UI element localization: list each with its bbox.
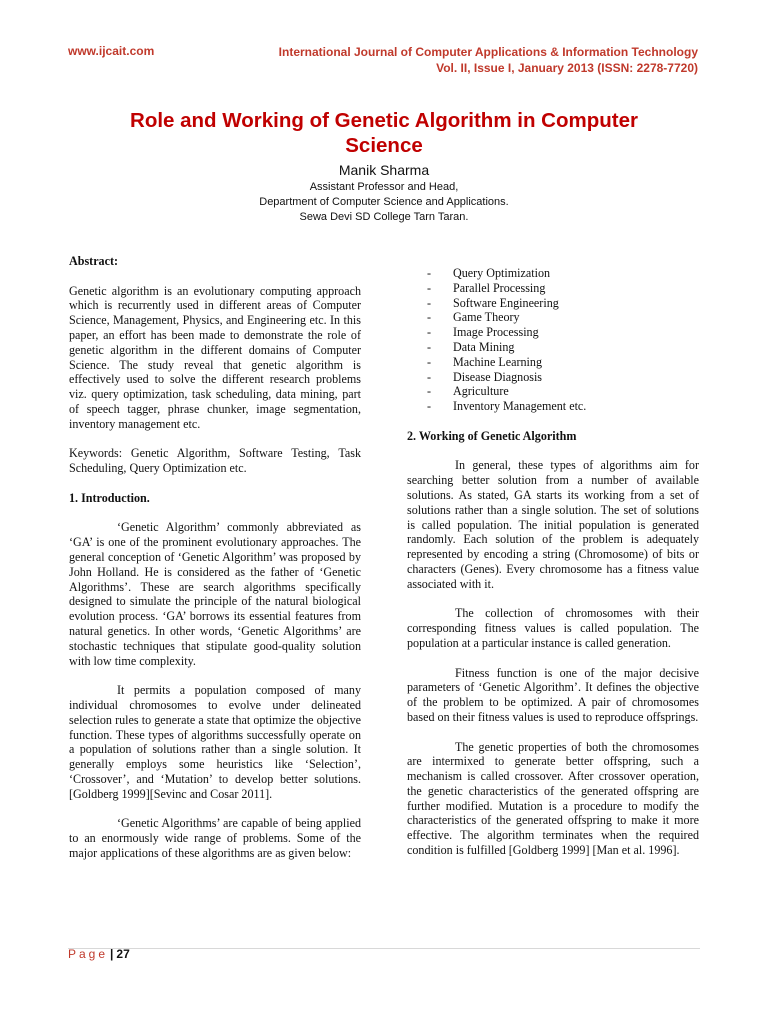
working-paragraph-2: The collection of chromosomes with their corresponding fitness values is called population. The population at a particular instance is called generation.: [407, 606, 699, 650]
page-footer: [68, 947, 130, 961]
introduction-heading: 1. Introduction.: [69, 490, 150, 505]
abstract-text: Genetic algorithm is an evolutionary computing approach which is recurrently used in different areas of Computer Science, Management, Physics, and Engineering etc. In this paper, an effort has been made to demonstrate the role of genetic algorithm in the different domains of Computer Science. The study reveal that genetic algorithm is effectively used to solve the different research problems viz. query optimization, task scheduling, data mining, part of speech tagger, phrase chunker, image segmentation, inventory management etc.: [69, 283, 361, 431]
journal-header: [279, 44, 698, 76]
list-item: - Software Engineering: [407, 296, 699, 311]
right-column: [407, 266, 699, 858]
applications-list: [407, 266, 699, 414]
affiliation-line1: Assistant Professor and Head,: [309, 181, 459, 193]
list-item: - Game Theory: [407, 310, 699, 325]
list-item: - Parallel Processing: [407, 281, 699, 296]
page-number: 27: [116, 947, 130, 961]
affiliation-line2: Department of Computer Science and Applications.: [259, 196, 509, 208]
list-item: - Data Mining: [407, 340, 699, 355]
working-heading: 2. Working of Genetic Algorithm: [407, 428, 577, 443]
list-item: - Inventory Management etc.: [407, 399, 699, 414]
left-column: [69, 254, 361, 861]
footer-divider: [68, 948, 700, 949]
working-paragraph-1: In general, these types of algorithms aim for searching better solution from a number of available solutions. As stated, GA starts its working from a set of solutions rather than a single solution. The set of solutions is called population. The initial population is generated randomly. Each solution of the problem is adequately represented by encoding a string (Chromosome) of bits or characters (Genes). Every chromosome has a fitness value associated with it.: [407, 458, 699, 591]
keywords: Keywords: Genetic Algorithm, Software Testing, Task Scheduling, Query Optimization etc.: [69, 446, 361, 476]
list-item: - Disease Diagnosis: [407, 370, 699, 385]
abstract-heading: Abstract:: [69, 254, 119, 268]
list-item: - Agriculture: [407, 384, 699, 399]
paper-title-line1: Role and Working of Genetic Algorithm in Computer: [130, 109, 638, 132]
affiliation-line3: Sewa Devi SD College Tarn Taran.: [299, 211, 469, 223]
working-paragraph-4: The genetic properties of both the chromosomes are intermixed to generate better offspring, such a mechanism is called crossover. After crossover operation, the genetic characteristics of the generated offspring are further modified. Mutation is a procedure to modify the characteristics of the generated offspring to make it more effective. The algorithm terminates when the required condition is fulfilled [Goldberg 1999] [Man et al. 1996].: [407, 739, 699, 858]
list-item: - Image Processing: [407, 325, 699, 340]
journal-name: International Journal of Computer Applications & Information Technology: [278, 45, 698, 59]
journal-website: www.ijcait.com: [68, 44, 155, 58]
paper-title-line2: Science: [345, 134, 423, 157]
list-item: - Query Optimization: [407, 266, 699, 281]
author-name: Manik Sharma: [338, 162, 430, 178]
introduction-paragraph-3: ‘Genetic Algorithms’ are capable of being applied to an enormously wide range of problems. Some of the major applications of these algorithms are as given below:: [69, 816, 361, 860]
introduction-paragraph-1: ‘Genetic Algorithm’ commonly abbreviated as ‘GA’ is one of the prominent evolutionary approaches. The general conception of ‘Genetic Algorithm’ was proposed by John Holland. He is considered as the father of ‘Genetic Algorithms’. These are search algorithms specifically designed to simulate the principle of the natural biological evolution process. ‘GA’ borrows its essential features from natural genetics. In other words, ‘Genetic Algorithms’ are stochastic techniques that stipulate good-quality solution with low time complexity.: [69, 520, 361, 668]
working-paragraph-3: Fitness function is one of the major decisive parameters of ‘Genetic Algorithm’. It defines the objective of the problem to be optimized. A pair of chromosomes based on their fitness values is used to reproduce offsprings.: [407, 665, 699, 724]
page-separator: |: [110, 947, 114, 961]
journal-issue: Vol. II, Issue I, January 2013 (ISSN: 2278-7720): [436, 61, 698, 75]
introduction-paragraph-2: It permits a population composed of many individual chromosomes to evolve under delineated selection rules to generate a state that optimize the objective function. These types of algorithms successfully operate on a population of solutions rather than a single solution. It generally employs some heuristics like ‘Selection’, ‘Crossover’, and ‘Mutation’ to develop better solutions. [Goldberg 1999][Sevinc and Cosar 2011].: [69, 683, 361, 801]
list-item: - Machine Learning: [407, 355, 699, 370]
page-label: Page: [68, 947, 109, 961]
author-affiliation: [60, 180, 708, 225]
paper-title: [60, 108, 708, 158]
